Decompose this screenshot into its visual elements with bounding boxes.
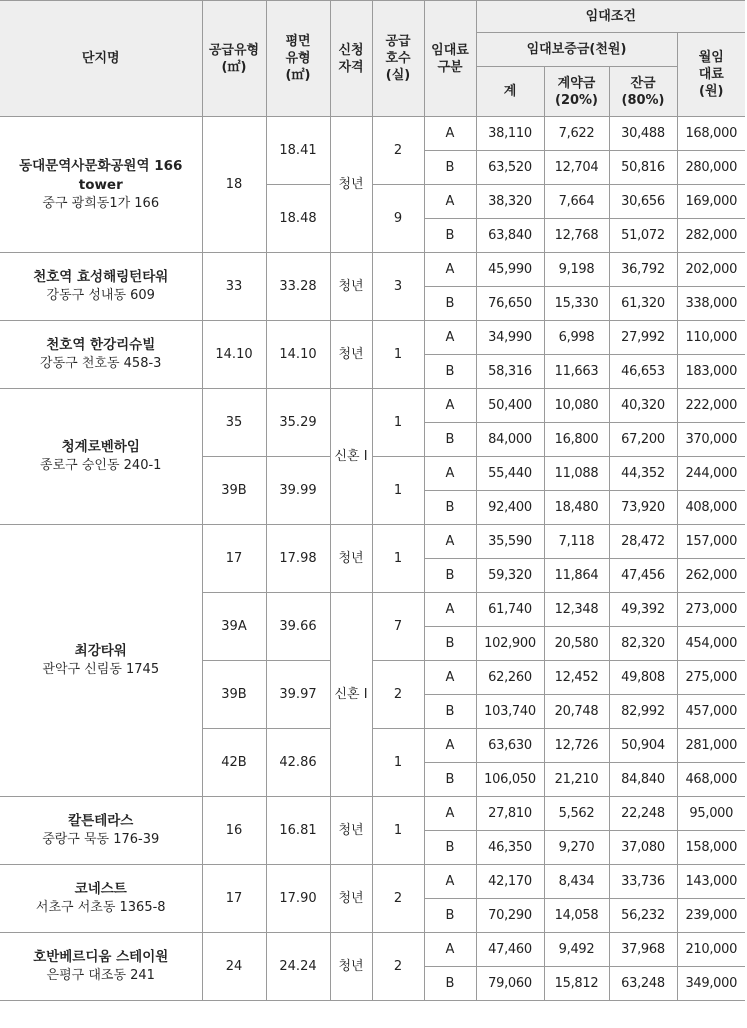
rent-class-cell: A: [424, 525, 476, 559]
contract-deposit-cell: 7,664: [544, 185, 609, 219]
units-cell: 2: [372, 661, 424, 729]
contract-deposit-cell: 12,452: [544, 661, 609, 695]
area-type-cell: 18.48: [266, 185, 330, 253]
monthly-rent-cell: 222,000: [677, 389, 745, 423]
complex-cell: [0, 117, 202, 253]
monthly-rent-cell: 168,000: [677, 117, 745, 151]
monthly-rent-cell: 110,000: [677, 321, 745, 355]
col-header-area-type: 평면 유형 (㎡): [266, 1, 330, 117]
col-header-supply-type: 공급유형 (㎡): [202, 1, 266, 117]
monthly-rent-cell: 457,000: [677, 695, 745, 729]
monthly-rent-cell: 275,000: [677, 661, 745, 695]
balance-cell: 82,320: [609, 627, 677, 661]
deposit-total-cell: 42,170: [476, 865, 544, 899]
units-cell: 1: [372, 797, 424, 865]
rent-class-cell: B: [424, 967, 476, 1001]
contract-deposit-cell: 14,058: [544, 899, 609, 933]
deposit-total-cell: 34,990: [476, 321, 544, 355]
contract-deposit-cell: 10,080: [544, 389, 609, 423]
rent-class-cell: A: [424, 321, 476, 355]
contract-deposit-cell: 9,492: [544, 933, 609, 967]
qualification-cell: 청년: [330, 321, 372, 389]
supply-type-cell: 39B: [202, 661, 266, 729]
units-cell: 1: [372, 525, 424, 593]
supply-type-cell: 35: [202, 389, 266, 457]
monthly-rent-cell: 157,000: [677, 525, 745, 559]
qualification-cell: 청년: [330, 525, 372, 593]
supply-type-cell: 17: [202, 525, 266, 593]
monthly-rent-cell: 210,000: [677, 933, 745, 967]
deposit-total-cell: 84,000: [476, 423, 544, 457]
contract-deposit-cell: 7,118: [544, 525, 609, 559]
monthly-rent-cell: 169,000: [677, 185, 745, 219]
complex-address: 은평구 대조동 241: [46, 968, 155, 983]
complex-name: 칼튼테라스: [68, 813, 134, 829]
rent-class-cell: A: [424, 661, 476, 695]
balance-cell: 36,792: [609, 253, 677, 287]
balance-cell: 50,816: [609, 151, 677, 185]
monthly-rent-cell: 244,000: [677, 457, 745, 491]
units-cell: 1: [372, 729, 424, 797]
table-row: [0, 253, 745, 287]
deposit-total-cell: 38,110: [476, 117, 544, 151]
rent-class-cell: A: [424, 729, 476, 763]
deposit-total-cell: 79,060: [476, 967, 544, 1001]
contract-deposit-cell: 9,198: [544, 253, 609, 287]
balance-cell: 49,808: [609, 661, 677, 695]
complex-address: 강동구 성내동 609: [46, 288, 155, 303]
deposit-total-cell: 76,650: [476, 287, 544, 321]
deposit-total-cell: 47,460: [476, 933, 544, 967]
monthly-rent-cell: 282,000: [677, 219, 745, 253]
complex-name: 천호역 한강리슈빌: [46, 337, 156, 353]
contract-deposit-cell: 11,088: [544, 457, 609, 491]
rent-class-cell: A: [424, 253, 476, 287]
area-type-cell: 17.98: [266, 525, 330, 593]
balance-cell: 73,920: [609, 491, 677, 525]
balance-cell: 82,992: [609, 695, 677, 729]
complex-cell: [0, 797, 202, 865]
qualification-cell: 신혼 I: [330, 389, 372, 525]
complex-name: 최강타워: [74, 643, 127, 659]
area-type-cell: 39.97: [266, 661, 330, 729]
complex-address: 중랑구 묵동 176-39: [42, 832, 160, 847]
complex-name: 동대문역사문화공원역 166 tower: [19, 157, 183, 193]
monthly-rent-cell: 239,000: [677, 899, 745, 933]
rent-class-cell: B: [424, 219, 476, 253]
monthly-rent-cell: 454,000: [677, 627, 745, 661]
units-cell: 9: [372, 185, 424, 253]
balance-cell: 63,248: [609, 967, 677, 1001]
area-type-cell: 24.24: [266, 933, 330, 1001]
deposit-total-cell: 70,290: [476, 899, 544, 933]
deposit-total-cell: 45,990: [476, 253, 544, 287]
col-header-monthly: 월임 대료 (원): [677, 33, 745, 117]
monthly-rent-cell: 468,000: [677, 763, 745, 797]
monthly-rent-cell: 349,000: [677, 967, 745, 1001]
balance-cell: 84,840: [609, 763, 677, 797]
complex-address: 중구 광희동1가 166: [42, 195, 160, 211]
table-row: [0, 117, 745, 151]
col-header-balance: 잔금 (80%): [609, 67, 677, 117]
deposit-total-cell: 35,590: [476, 525, 544, 559]
col-header-rent-terms: 임대조건: [476, 1, 745, 33]
balance-cell: 46,653: [609, 355, 677, 389]
monthly-rent-cell: 280,000: [677, 151, 745, 185]
supply-type-cell: 16: [202, 797, 266, 865]
deposit-total-cell: 63,840: [476, 219, 544, 253]
balance-cell: 50,904: [609, 729, 677, 763]
contract-deposit-cell: 15,812: [544, 967, 609, 1001]
area-type-cell: 33.28: [266, 253, 330, 321]
col-header-units: 공급 호수 (실): [372, 1, 424, 117]
rent-class-cell: A: [424, 797, 476, 831]
table-header: [0, 1, 745, 117]
contract-deposit-cell: 12,768: [544, 219, 609, 253]
qualification-cell: 청년: [330, 865, 372, 933]
complex-address: 강동구 천호동 458-3: [40, 356, 162, 371]
table-row: [0, 933, 745, 967]
complex-cell: [0, 389, 202, 525]
supply-type-cell: 17: [202, 865, 266, 933]
supply-type-cell: 33: [202, 253, 266, 321]
balance-cell: 30,488: [609, 117, 677, 151]
units-cell: 2: [372, 865, 424, 933]
table-row: [0, 321, 745, 355]
rent-class-cell: A: [424, 865, 476, 899]
supply-type-cell: 14.10: [202, 321, 266, 389]
balance-cell: 33,736: [609, 865, 677, 899]
rent-class-cell: B: [424, 287, 476, 321]
balance-cell: 56,232: [609, 899, 677, 933]
complex-address: 서초구 서초동 1365-8: [35, 900, 166, 915]
complex-cell: [0, 525, 202, 797]
units-cell: 3: [372, 253, 424, 321]
deposit-total-cell: 46,350: [476, 831, 544, 865]
rent-class-cell: B: [424, 627, 476, 661]
units-cell: 1: [372, 389, 424, 457]
complex-name: 코네스트: [74, 881, 127, 897]
rent-class-cell: B: [424, 763, 476, 797]
deposit-total-cell: 92,400: [476, 491, 544, 525]
rent-class-cell: B: [424, 899, 476, 933]
contract-deposit-cell: 8,434: [544, 865, 609, 899]
rent-class-cell: A: [424, 593, 476, 627]
units-cell: 1: [372, 321, 424, 389]
contract-deposit-cell: 6,998: [544, 321, 609, 355]
monthly-rent-cell: 370,000: [677, 423, 745, 457]
balance-cell: 40,320: [609, 389, 677, 423]
rent-class-cell: A: [424, 389, 476, 423]
units-cell: 1: [372, 457, 424, 525]
deposit-total-cell: 63,520: [476, 151, 544, 185]
qualification-cell: 청년: [330, 117, 372, 253]
balance-cell: 67,200: [609, 423, 677, 457]
col-header-qualification: 신청 자격: [330, 1, 372, 117]
table-body: [0, 117, 745, 1001]
rent-class-cell: B: [424, 491, 476, 525]
monthly-rent-cell: 143,000: [677, 865, 745, 899]
contract-deposit-cell: 9,270: [544, 831, 609, 865]
contract-deposit-cell: 12,348: [544, 593, 609, 627]
balance-cell: 28,472: [609, 525, 677, 559]
qualification-cell: 청년: [330, 253, 372, 321]
monthly-rent-cell: 408,000: [677, 491, 745, 525]
monthly-rent-cell: 202,000: [677, 253, 745, 287]
balance-cell: 30,656: [609, 185, 677, 219]
balance-cell: 47,456: [609, 559, 677, 593]
area-type-cell: 35.29: [266, 389, 330, 457]
rent-class-cell: A: [424, 185, 476, 219]
contract-deposit-cell: 12,704: [544, 151, 609, 185]
complex-address: 종로구 숭인동 240-1: [40, 458, 162, 473]
units-cell: 2: [372, 117, 424, 185]
contract-deposit-cell: 7,622: [544, 117, 609, 151]
balance-cell: 37,968: [609, 933, 677, 967]
deposit-total-cell: 50,400: [476, 389, 544, 423]
balance-cell: 51,072: [609, 219, 677, 253]
supply-type-cell: 24: [202, 933, 266, 1001]
monthly-rent-cell: 338,000: [677, 287, 745, 321]
rent-class-cell: B: [424, 695, 476, 729]
area-type-cell: 14.10: [266, 321, 330, 389]
deposit-total-cell: 27,810: [476, 797, 544, 831]
rent-class-cell: A: [424, 933, 476, 967]
deposit-total-cell: 58,316: [476, 355, 544, 389]
complex-cell: [0, 865, 202, 933]
area-type-cell: 42.86: [266, 729, 330, 797]
complex-address: 관악구 신림동 1745: [42, 662, 160, 677]
table-row: [0, 525, 745, 559]
area-type-cell: 39.99: [266, 457, 330, 525]
units-cell: 2: [372, 933, 424, 1001]
qualification-cell: 청년: [330, 797, 372, 865]
col-header-complex: 단지명: [0, 1, 202, 117]
table-row: [0, 865, 745, 899]
deposit-total-cell: 103,740: [476, 695, 544, 729]
contract-deposit-cell: 20,580: [544, 627, 609, 661]
rent-class-cell: A: [424, 117, 476, 151]
complex-name: 호반베르디움 스테이원: [33, 949, 169, 965]
monthly-rent-cell: 281,000: [677, 729, 745, 763]
contract-deposit-cell: 12,726: [544, 729, 609, 763]
units-cell: 7: [372, 593, 424, 661]
monthly-rent-cell: 273,000: [677, 593, 745, 627]
deposit-total-cell: 62,260: [476, 661, 544, 695]
area-type-cell: 17.90: [266, 865, 330, 933]
rent-class-cell: B: [424, 151, 476, 185]
contract-deposit-cell: 11,663: [544, 355, 609, 389]
monthly-rent-cell: 262,000: [677, 559, 745, 593]
qualification-cell: 신혼 I: [330, 593, 372, 797]
deposit-total-cell: 63,630: [476, 729, 544, 763]
balance-cell: 61,320: [609, 287, 677, 321]
deposit-total-cell: 59,320: [476, 559, 544, 593]
contract-deposit-cell: 5,562: [544, 797, 609, 831]
balance-cell: 27,992: [609, 321, 677, 355]
col-header-contract: 계약금 (20%): [544, 67, 609, 117]
monthly-rent-cell: 158,000: [677, 831, 745, 865]
qualification-cell: 청년: [330, 933, 372, 1001]
rent-class-cell: B: [424, 355, 476, 389]
contract-deposit-cell: 15,330: [544, 287, 609, 321]
rent-class-cell: B: [424, 423, 476, 457]
complex-name: 천호역 효성해링턴타워: [33, 269, 169, 285]
supply-type-cell: 39B: [202, 457, 266, 525]
complex-cell: [0, 253, 202, 321]
monthly-rent-cell: 183,000: [677, 355, 745, 389]
contract-deposit-cell: 11,864: [544, 559, 609, 593]
deposit-total-cell: 102,900: [476, 627, 544, 661]
complex-cell: [0, 933, 202, 1001]
deposit-total-cell: 55,440: [476, 457, 544, 491]
complex-cell: [0, 321, 202, 389]
rent-class-cell: B: [424, 831, 476, 865]
supply-type-cell: 39A: [202, 593, 266, 661]
rent-class-cell: A: [424, 457, 476, 491]
monthly-rent-cell: 95,000: [677, 797, 745, 831]
contract-deposit-cell: 18,480: [544, 491, 609, 525]
deposit-total-cell: 61,740: [476, 593, 544, 627]
supply-type-cell: 18: [202, 117, 266, 253]
contract-deposit-cell: 20,748: [544, 695, 609, 729]
balance-cell: 37,080: [609, 831, 677, 865]
col-header-rent-class: 임대료 구분: [424, 1, 476, 117]
balance-cell: 22,248: [609, 797, 677, 831]
deposit-total-cell: 38,320: [476, 185, 544, 219]
contract-deposit-cell: 16,800: [544, 423, 609, 457]
table-row: [0, 389, 745, 423]
contract-deposit-cell: 21,210: [544, 763, 609, 797]
supply-type-cell: 42B: [202, 729, 266, 797]
area-type-cell: 16.81: [266, 797, 330, 865]
deposit-total-cell: 106,050: [476, 763, 544, 797]
area-type-cell: 18.41: [266, 117, 330, 185]
complex-name: 청계로벤하임: [61, 439, 140, 455]
col-header-total: 계: [476, 67, 544, 117]
balance-cell: 44,352: [609, 457, 677, 491]
area-type-cell: 39.66: [266, 593, 330, 661]
rent-class-cell: B: [424, 559, 476, 593]
table-row: [0, 797, 745, 831]
col-header-deposit: 임대보증금(천원): [476, 33, 677, 67]
balance-cell: 49,392: [609, 593, 677, 627]
